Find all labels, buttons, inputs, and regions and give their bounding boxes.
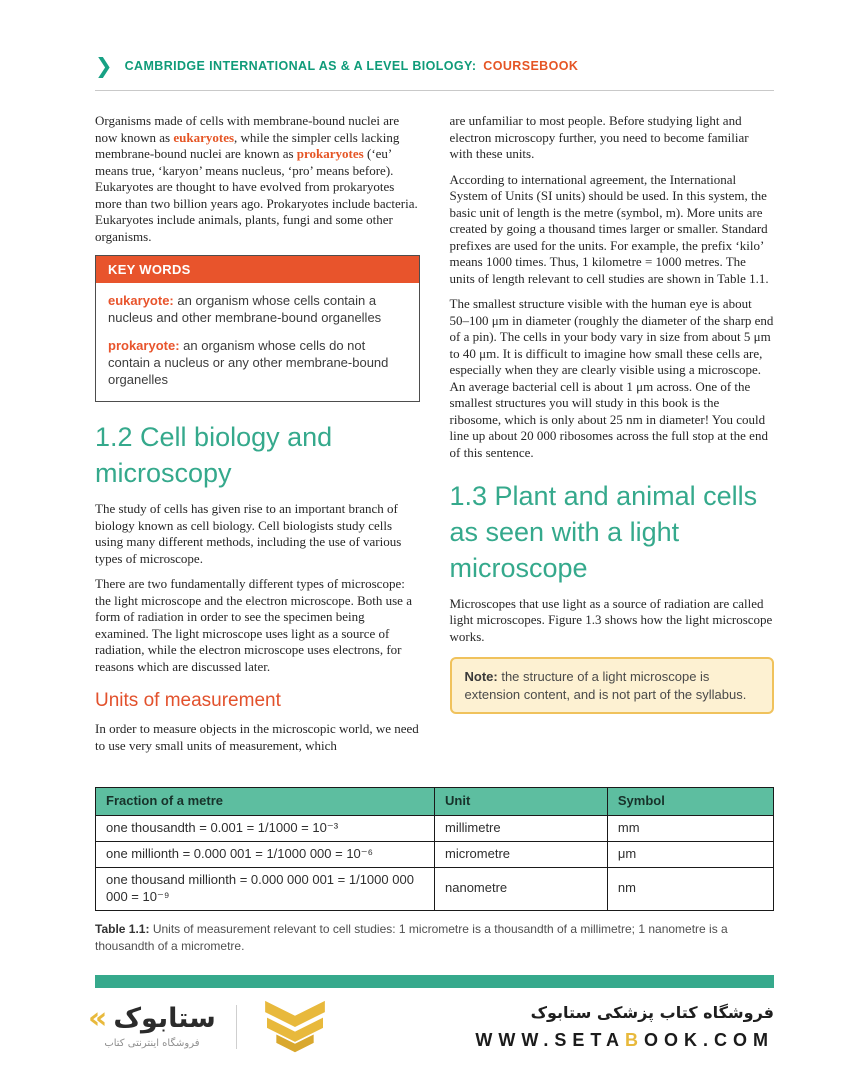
url-seta: SETA: [554, 1029, 625, 1050]
units-of-measurement-subheading: Units of measurement: [95, 690, 281, 712]
paragraph-smallest-structures: The smallest structure visible with the human eye is about 50–100 μm in diameter (roughly the diameter of the sharp end of a pin). The cells in your body vary in size from about 5 μm to 40 μm. It is difficult to imagine how small these cells are, especially when they are clearly visible using a microscope. An average bacterial cell is about 1 μm across. One of the smallest structures you will study in this book is the ribosome, which is only about 25 nm in diameter! You could line up about 20 000 ribosomes across the full stop at the end of this sentence.: [449, 296, 774, 460]
header-divider: [95, 90, 774, 91]
setabook-logo: [88, 1001, 216, 1050]
right-column: [450, 113, 775, 763]
intro-paragraph: [95, 113, 420, 245]
store-url: [475, 1030, 774, 1052]
logo-subtext: فروشگاه اینترنتی کتاب: [104, 1038, 200, 1050]
cell-unit: millimetre: [435, 815, 608, 841]
url-accent-letter: B: [625, 1029, 644, 1050]
paragraph-light-microscopes: Microscopes that use light as a source of radiation are called light microscopes. Figure 1.3 shows how the light microscope works.: [449, 595, 773, 644]
book-title: [125, 59, 579, 74]
section-heading-1-2: 1.2 Cell biology and microscopy: [95, 422, 333, 489]
text-run: Organisms made of cells with membrane-bound nuclei are now known as: [95, 113, 400, 145]
cell-fraction: one millionth = 0.000 001 = 1/1000 000 = 10⁻⁶: [96, 841, 435, 867]
text-run: (‘eu’ means true, ‘karyon’ means nucleus, ‘pro’ means before). Eukaryotes are thought to have evolved from prokaryotes more than two billion years ago. Prokaryotes include bacteria. Eukaryotes include animals, plants, fungi and some other organisms.: [95, 146, 418, 244]
two-column-body: [95, 113, 774, 763]
table-row-nanometre: [96, 867, 774, 910]
units-table: [95, 787, 774, 910]
table-caption: [95, 921, 774, 956]
logo-chevrons-icon: «: [88, 1001, 108, 1037]
chevron-icon: ❯: [95, 54, 113, 78]
text-run: , while the simpler cells lacking membrane-bound nuclei are known as: [95, 129, 400, 161]
logo-wordmark: ستابوک: [113, 1003, 216, 1035]
key-word-definition: an organism whose cells do not contain a nucleus or any other membrane-bound organelles: [108, 337, 389, 387]
page-footer-bar: [95, 975, 774, 988]
table-row-micrometre: [96, 841, 774, 867]
column-header-fraction: Fraction of a metre: [96, 788, 435, 816]
store-name: فروشگاه کتاب پزشکی ستابوک: [530, 1003, 774, 1023]
key-word-entry-prokaryote: [108, 338, 407, 389]
paragraph-units-intro: In order to measure objects in the microscopic world, we need to use very small units of measurement, which: [95, 721, 419, 753]
url-www: WWW.: [475, 1029, 555, 1050]
left-column: [95, 113, 420, 763]
note-label: Note:: [464, 669, 498, 685]
paragraph-cell-biology: The study of cells has given rise to an important branch of biology known as cell biology. Cell biologists study cells using many different methods, including the use of various types of microscope.: [95, 501, 402, 566]
column-header-symbol: Symbol: [607, 788, 773, 816]
units-table-header-row: [96, 788, 774, 816]
key-words-box: [95, 255, 420, 402]
cell-fraction: one thousandth = 0.001 = 1/1000 = 10⁻³: [96, 815, 435, 841]
setabook-mark-icon: [257, 999, 333, 1055]
cell-unit: micrometre: [435, 841, 608, 867]
key-words-body: [96, 283, 419, 401]
table-caption-text: Units of measurement relevant to cell studies: 1 micrometre is a thousandth of a millimetre; 1 nanometre is a thousandth of a micrometre.: [95, 921, 728, 953]
cell-symbol: μm: [607, 841, 773, 867]
series-title: CAMBRIDGE INTERNATIONAL AS & A LEVEL BIOLOGY:: [124, 59, 477, 73]
book-type-label: COURSEBOOK: [483, 59, 579, 73]
key-word-definition: an organism whose cells contain a nucleus and other membrane-bound organelles: [108, 293, 382, 325]
store-info: [475, 1003, 774, 1051]
url-rest: OOK.COM: [644, 1029, 774, 1050]
cell-symbol: mm: [607, 815, 773, 841]
table-caption-label: Table 1.1:: [95, 921, 150, 936]
syllabus-note-box: [450, 657, 775, 714]
section-heading-1-3: 1.3 Plant and animal cells as seen with a light microscope: [449, 481, 758, 583]
cell-symbol: nm: [607, 867, 773, 910]
paragraph-units-continued: are unfamiliar to most people. Before studying light and electron microscopy further, you need to become familiar with these units.: [449, 113, 749, 161]
note-text: the structure of a light microscope is extension content, and is not part of the syllabus.: [464, 669, 747, 702]
keyword-prokaryotes: prokaryotes: [296, 146, 364, 161]
key-word-term: eukaryote:: [108, 293, 174, 308]
paragraph-si-units: According to international agreement, the International System of Units (SI units) should be used. In this system, the basic unit of length is the metre (symbol, m). More units are created by going a thousand times larger or smaller. Standard prefixes are used for the units. For example, the prefix ‘kilo’ means 1000 times. Thus, 1 kilometre = 1000 metres. The units of length relevant to cell studies are shown in Table 1.1.: [449, 171, 769, 286]
key-word-term: prokaryote:: [108, 337, 180, 353]
table-row-millimetre: [96, 815, 774, 841]
watermark-footer: [0, 999, 862, 1055]
footer-divider: [236, 1005, 237, 1049]
key-words-title: KEY WORDS: [96, 256, 419, 283]
paragraph-microscope-types: There are two fundamentally different types of microscope: the light microscope and the electron microscope. Both use a form of radiation in order to see the specimen being examined. The light microscope uses light as a source of radiation, while the electron microscope uses electrons, for reasons which are discussed later.: [95, 576, 412, 674]
cell-fraction: one thousand millionth = 0.000 000 001 = 1/1000 000 000 = 10⁻⁹: [96, 867, 435, 910]
column-header-unit: Unit: [435, 788, 608, 816]
book-header: [95, 56, 774, 77]
key-word-entry-eukaryote: [108, 293, 407, 327]
keyword-eukaryotes: eukaryotes: [173, 129, 235, 145]
cell-unit: nanometre: [435, 867, 608, 910]
logo-row: [88, 1001, 216, 1037]
